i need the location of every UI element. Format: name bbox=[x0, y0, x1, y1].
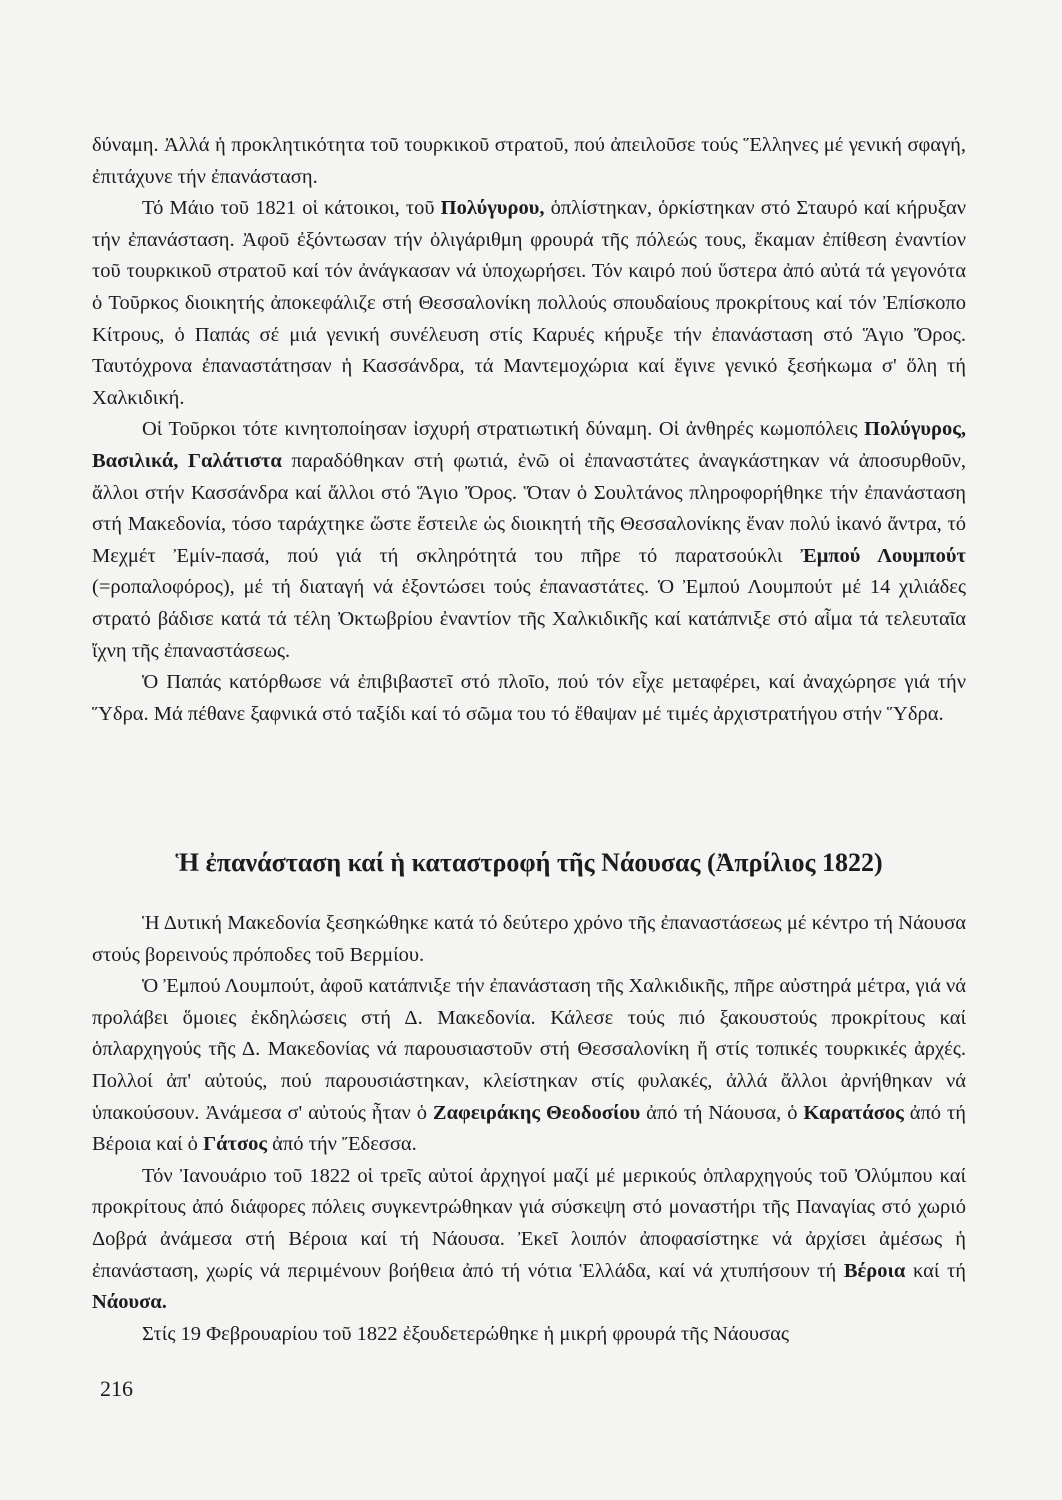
bold-name: Πολύγυρος, Βασιλικά, Γαλάτιστα bbox=[92, 418, 966, 472]
paragraph bbox=[92, 193, 966, 414]
text-run: Τό Μάιο τοῦ 1821 οἱ κάτοικοι, τοῦ bbox=[142, 197, 441, 220]
bold-name: Βέροια bbox=[843, 1259, 906, 1282]
text-run: ὁπλίστηκαν, ὁρκίστηκαν στό Σταυρό καί κήρυξαν τήν ἐπανάσταση. Ἀφοῦ ἐξόντωσαν τήν ὀλιγάριθμη φρουρά τῆς πόλεώς τους, ἔκαμαν ἐπίθεση ἐναντίον τοῦ τουρκικοῦ στρατοῦ καί τόν ἀνάγκασαν νά ὑποχωρήσει. Τόν καιρό πού ὕστερα ἀπό αὐτά τά γεγονότα ὁ Τοῦρκος διοικητής ἀποκεφάλιζε στή Θεσσαλονίκη πολλούς σπουδαίους προκρίτους καί τόν Ἐπίσκοπο Κίτρους, ὁ Παπάς σέ μιά γενική συνέλευση στίς Καρυές κήρυξε τήν ἐπανάσταση στό Ἅγιο Ὄρος. Ταυτόχρονα ἐπαναστάτησαν ἡ Κασσάνδρα, τά Μαντεμοχώρια καί ἔγινε γενικό ξεσήκωμα σ' ὅλη τή Χαλκιδική. bbox=[92, 197, 966, 409]
bold-name: Πολύγυρου, bbox=[440, 197, 545, 220]
text-run: καί τή bbox=[905, 1259, 966, 1282]
section-heading: Ἡ ἐπανάσταση καί ἡ καταστροφή τῆς Νάουσας (Ἀπρίλιος 1822) bbox=[175, 848, 883, 877]
paragraph bbox=[92, 908, 966, 971]
text-run: Ἡ Δυτική Μακεδονία ξεσηκώθηκε κατά τό δεύτερο χρόνο τῆς ἐπαναστάσεως μέ κέντρο τή Νάουσα στούς βορεινούς πρόποδες τοῦ Βερμίου. bbox=[92, 912, 966, 966]
paragraph bbox=[92, 130, 966, 193]
paragraph bbox=[92, 1319, 966, 1351]
text-run: ἀπό τήν Ἔδεσσα. bbox=[267, 1133, 417, 1156]
bold-name: Ἐμπού Λουμπούτ bbox=[800, 544, 966, 567]
text-run: δύναμη. Ἀλλά ἡ προκλητικότητα τοῦ τουρκικοῦ στρατοῦ, πού ἀπειλοῦσε τούς Ἕλληνες μέ γενική σφαγή, ἐπιτάχυνε τήν ἐπανάσταση. bbox=[92, 134, 966, 188]
bold-name: Νάουσα. bbox=[92, 1291, 167, 1314]
paragraph bbox=[92, 971, 966, 1161]
text-run: Ὁ Παπάς κατόρθωσε νά ἐπιβιβαστεῖ στό πλοῖο, πού τόν εἶχε μεταφέρει, καί ἀναχώρησε γιά τήν Ὕδρα. Μά πέθανε ξαφνικά στό ταξίδι καί τό σῶμα του τό ἔθαψαν μέ τιμές ἀρχιστρατήγου στήν Ὕδρα. bbox=[92, 671, 966, 725]
page-number: 216 bbox=[100, 1376, 133, 1401]
body-text-before-heading bbox=[92, 130, 966, 730]
text-run: Τόν Ἰανουάριο τοῦ 1822 οἱ τρεῖς αὐτοί ἀρχηγοί μαζί μέ μερικούς ὁπλαρχηγούς τοῦ Ὀλύμπου καί προκρίτους ἀπό διάφορες πόλεις συγκεντρώθηκαν γιά σύσκεψη στό μοναστήρι τῆς Παναγίας στό χωριό Δοβρά ἀνάμεσα στή Βέροια καί τή Νάουσα. Ἐκεῖ λοιπόν ἀποφασίστηκε νά ἀρχίσει ἀμέσως ἡ ἐπανάσταση, χωρίς νά περιμένουν βοήθεια ἀπό τή νότια Ἑλλάδα, καί νά χτυπήσουν τή bbox=[92, 1164, 966, 1282]
text-run: (=ροπαλοφόρος), μέ τή διαταγή νά ἐξοντώσει τούς ἐπαναστάτες. Ὁ Ἐμπού Λουμπούτ μέ 14 χιλιάδες στρατό βάδισε κατά τά τέλη Ὀκτωβρίου ἐναντίον τῆς Χαλκιδικῆς καί κατάπνιξε στό αἷμα τά τελευταῖα ἴχνη τῆς ἐπαναστάσεως. bbox=[92, 576, 966, 662]
body-text-after-heading bbox=[92, 908, 966, 1350]
bold-name: Γάτσος bbox=[203, 1133, 268, 1156]
text-run: ἀπό τή Βέροια καί ὁ bbox=[92, 1101, 966, 1156]
text-run: Ὁ Ἐμπού Λουμπούτ, ἀφοῦ κατάπνιξε τήν ἐπανάσταση τῆς Χαλκιδικῆς, πῆρε αὐστηρά μέτρα, γιά νά προλάβει ὅμοιες ἐκδηλώσεις στή Δ. Μακεδονία. Κάλεσε τούς πιό ξακουστούς προκρίτους καί ὁπλαρχηγούς τῆς Δ. Μακεδονίας νά παρουσιαστοῦν στή Θεσσαλονίκη ἤ στίς τοπικές τουρκικές ἀρχές. Πολλοί ἀπ' αὐτούς, πού παρουσιάστηκαν, κλείστηκαν στίς φυλακές, ἀλλά ἄλλοι ἀρνήθηκαν νά ὑπακούσουν. Ἀνάμεσα σ' αὐτούς ἦταν ὁ bbox=[92, 975, 966, 1124]
paragraph bbox=[92, 414, 966, 667]
text-run: Οἱ Τοῦρκοι τότε κινητοποίησαν ἰσχυρή στρατιωτική δύναμη. Οἱ ἀνθηρές κωμοπόλεις bbox=[142, 418, 865, 441]
text-run: Στίς 19 Φεβρουαρίου τοῦ 1822 ἐξουδετερώθηκε ἡ μικρή φρουρά τῆς Νάουσας bbox=[142, 1322, 789, 1345]
paragraph bbox=[92, 667, 966, 730]
paragraph bbox=[92, 1161, 966, 1319]
bold-name: Ζαφειράκης Θεοδοσίου bbox=[432, 1101, 641, 1124]
text-run: ἀπό τή Νάουσα, ὁ bbox=[640, 1101, 804, 1124]
bold-name: Καρατάσος bbox=[803, 1101, 904, 1124]
text-run: παραδόθηκαν στή φωτιά, ἐνῶ οἱ ἐπαναστάτες ἀναγκάστηκαν νά ἀποσυρθοῦν, ἄλλοι στήν Κασσάνδρα καί ἄλλοι στό Ἅγιο Ὄρος. Ὅταν ὁ Σουλτάνος πληροφορήθηκε τήν ἐπανάσταση στή Μακεδονία, τόσο ταράχτηκε ὥστε ἔστειλε ὡς διοικητή τῆς Θεσσαλονίκης ἕναν πολύ ἱκανό ἄντρα, τό Μεχμέτ Ἐμίν-πασά, πού γιά τή σκληρότητά του πῆρε τό παρατσούκλι bbox=[92, 449, 966, 567]
